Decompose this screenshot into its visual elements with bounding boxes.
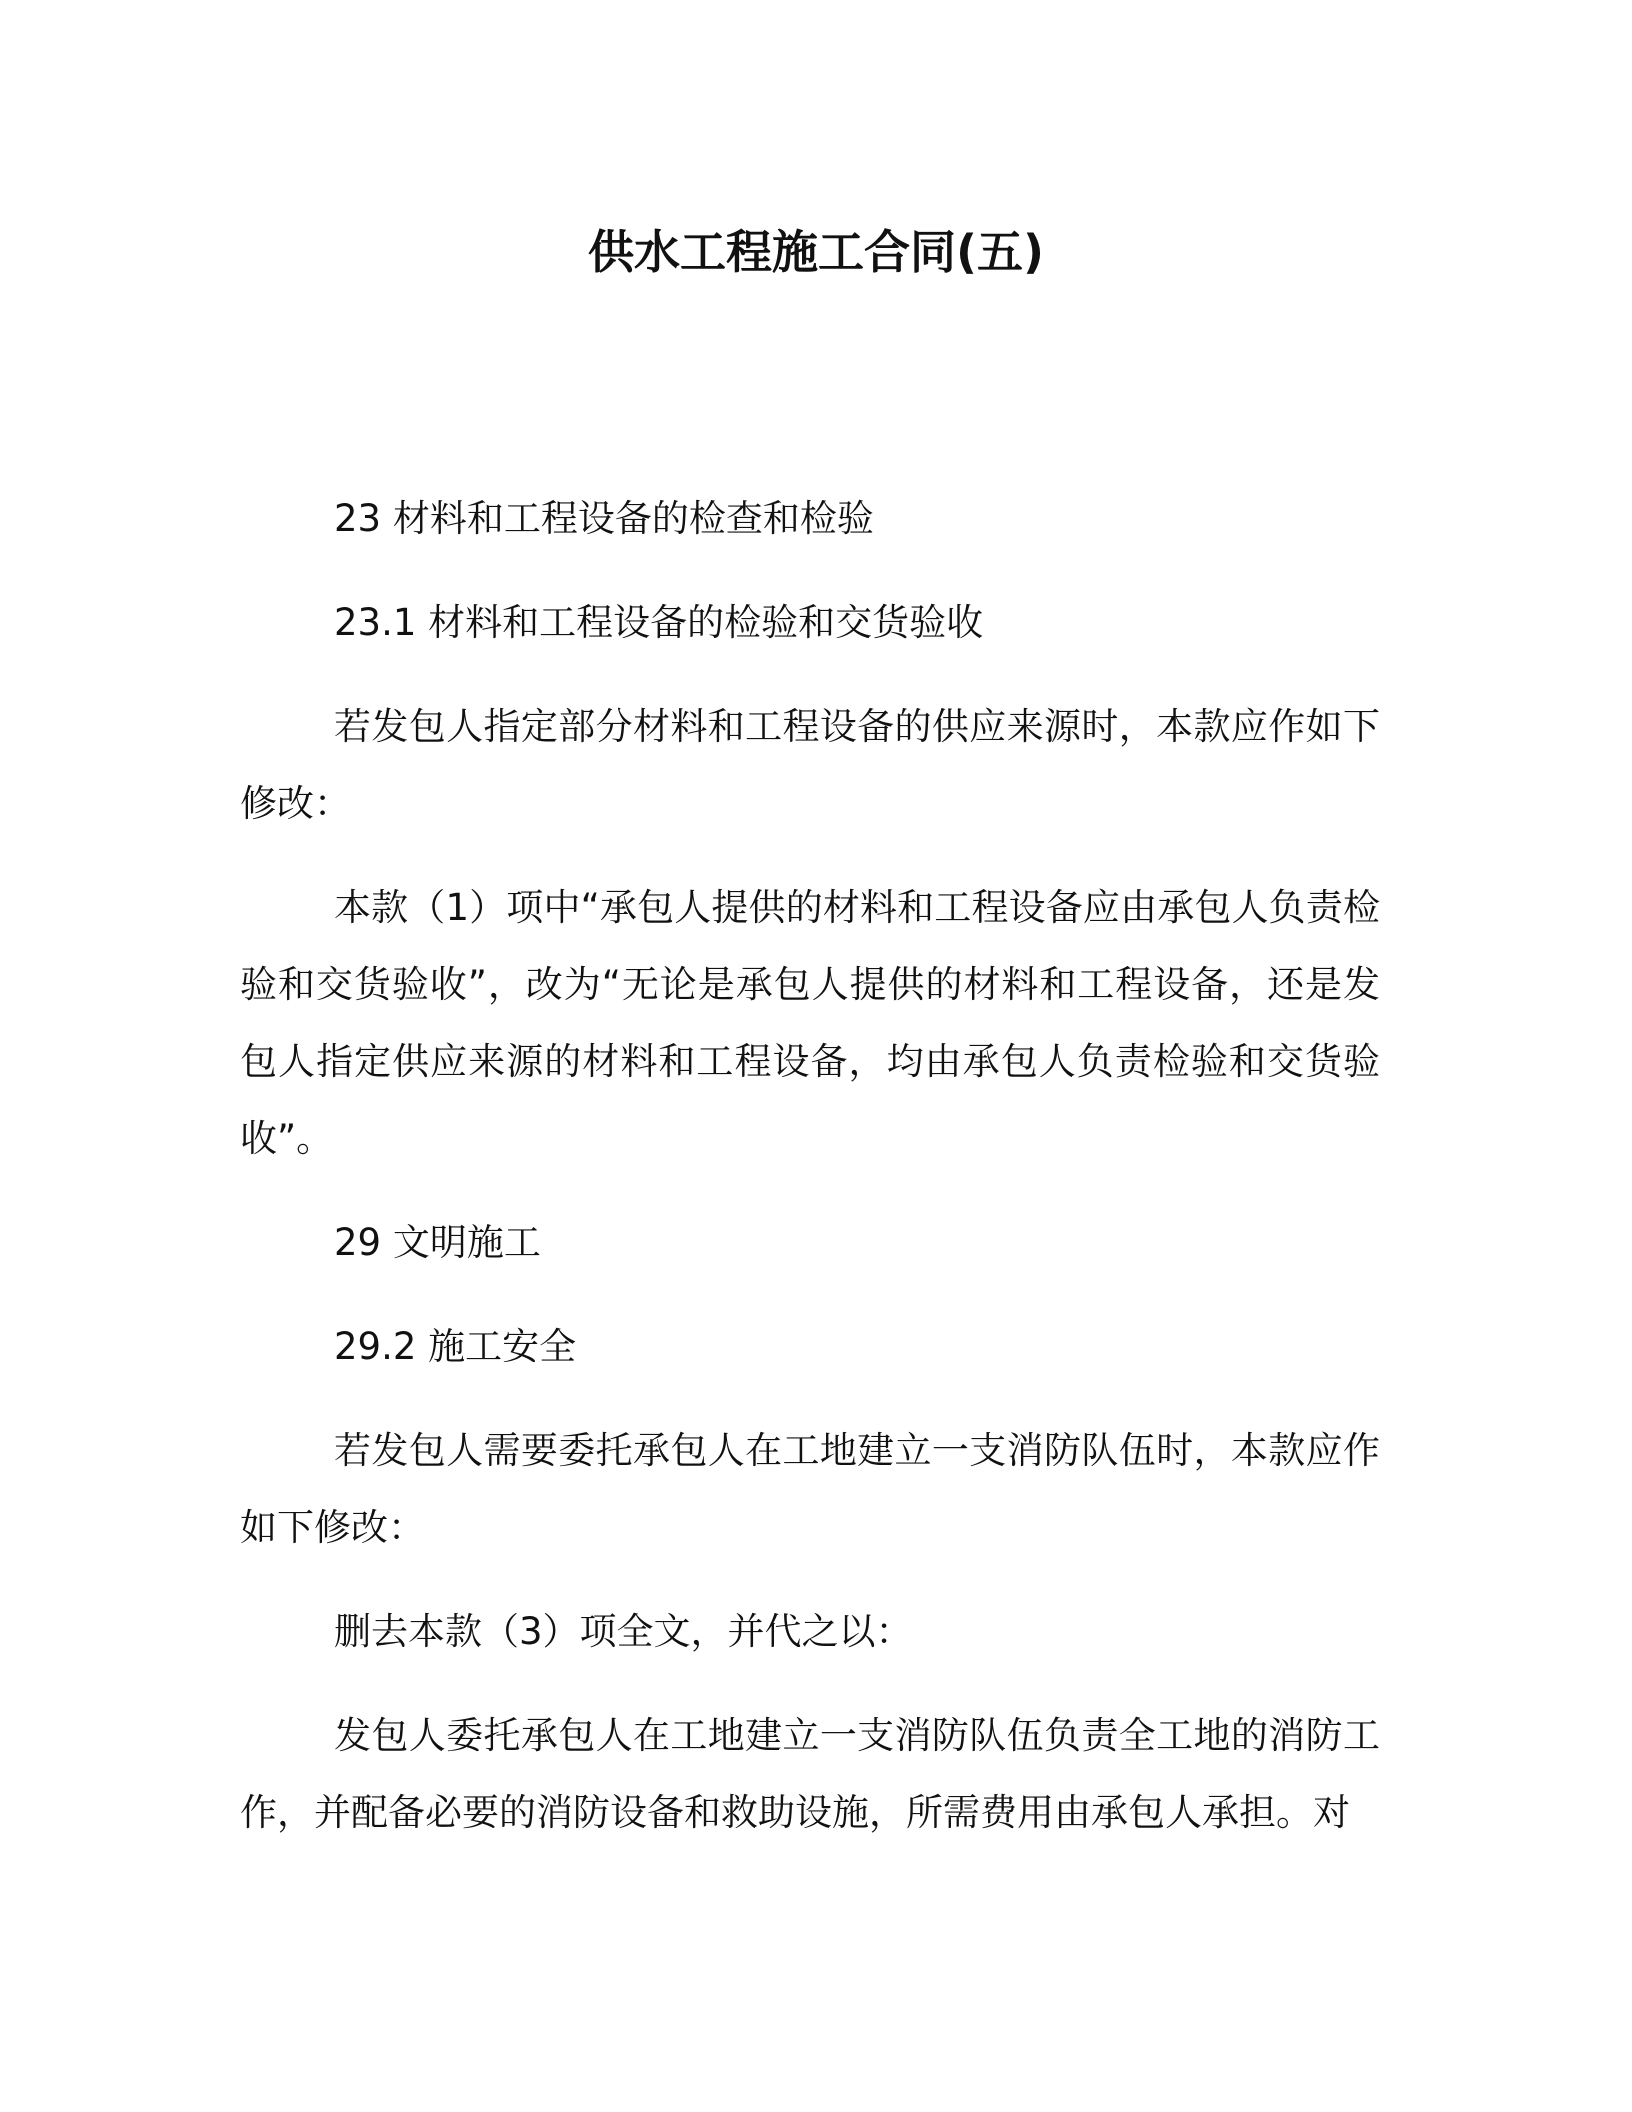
paragraph-23-1-intro: 若发包人指定部分材料和工程设备的供应来源时，本款应作如下修改：: [240, 705, 1380, 825]
document-body: [240, 480, 1380, 1878]
document-title: 供水工程施工合同(五): [587, 225, 1045, 279]
paragraph-29-2-delete: 删去本款（3）项全文，并代之以：: [334, 1610, 913, 1653]
paragraph-29-2-replacement: 发包人委托承包人在工地建立一支消防队伍负责全工地的消防工作，并配备必要的消防设备和救助设施，所需费用由承包人承担。对: [240, 1714, 1380, 1834]
section-heading-23: 23 材料和工程设备的检查和检验: [334, 497, 874, 540]
paragraph-29-2-intro: 若发包人需要委托承包人在工地建立一支消防队伍时，本款应作如下修改：: [240, 1429, 1380, 1549]
subsection-heading-29-2: 29.2 施工安全: [334, 1325, 577, 1368]
section-heading-29: 29 文明施工: [334, 1221, 541, 1264]
subsection-heading-23-1: 23.1 材料和工程设备的检验和交货验收: [334, 601, 984, 644]
paragraph-23-1-amendment: 本款（1）项中“承包人提供的材料和工程设备应由承包人负责检验和交货验收”，改为“无论是承包人提供的材料和工程设备，还是发包人指定供应来源的材料和工程设备，均由承包人负责检验和交货验收”。: [240, 886, 1380, 1160]
